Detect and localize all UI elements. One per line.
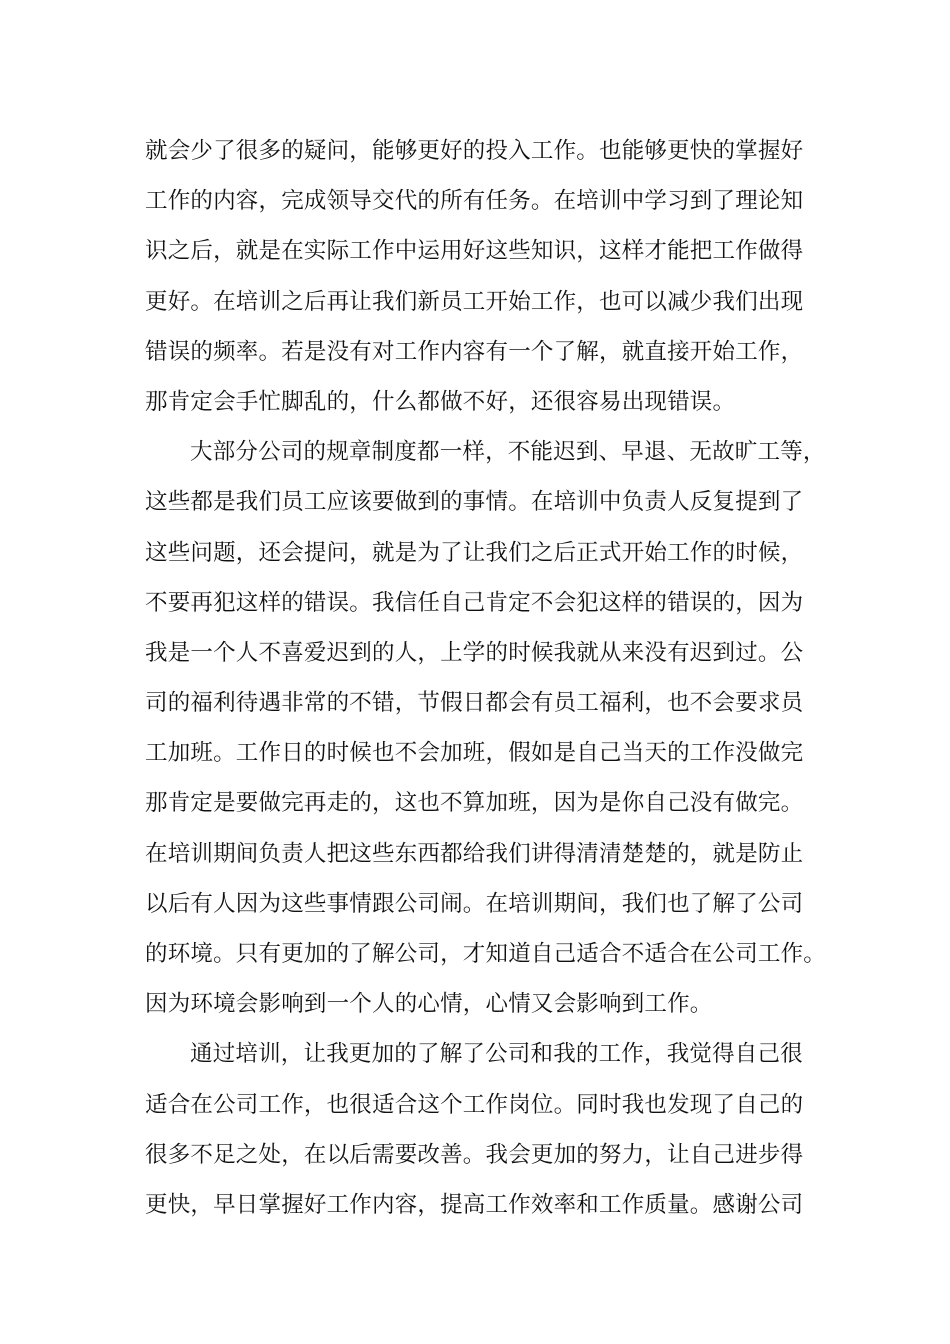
- paragraph-start-line: 大部分公司的规章制度都一样，不能迟到、早退、无故旷工等，: [190, 439, 826, 466]
- paragraph-start-line: 通过培训，让我更加的了解了公司和我的工作，我觉得自己很: [190, 1041, 803, 1068]
- text-line: 工加班。工作日的时候也不会加班，假如是自己当天的工作没做完: [145, 740, 804, 767]
- text-line: 在培训期间负责人把这些东西都给我们讲得清清楚楚的，就是防止: [145, 840, 804, 867]
- text-line: 因为环境会影响到一个人的心情，心情又会影响到工作。: [145, 991, 713, 1018]
- text-line: 适合在公司工作，也很适合这个工作岗位。同时我也发现了自己的: [145, 1091, 804, 1118]
- text-line: 错误的频率。若是没有对工作内容有一个了解，就直接开始工作，: [145, 338, 804, 365]
- text-line: 这些都是我们员工应该要做到的事情。在培训中负责人反复提到了: [145, 489, 804, 516]
- text-line: 更好。在培训之后再让我们新员工开始工作，也可以减少我们出现: [145, 288, 804, 315]
- text-line: 的环境。只有更加的了解公司，才知道自己适合不适合在公司工作。: [145, 941, 827, 967]
- text-line: 这些问题，还会提问，就是为了让我们之后正式开始工作的时候，: [145, 539, 804, 566]
- text-line: 司的福利待遇非常的不错，节假日都会有员工福利，也不会要求员: [145, 690, 804, 717]
- text-line: 那肯定会手忙脚乱的，什么都做不好，还很容易出现错误。: [145, 388, 736, 415]
- text-line: 识之后，就是在实际工作中运用好这些知识，这样才能把工作做得: [145, 238, 804, 265]
- text-line: 以后有人因为这些事情跟公司闹。在培训期间，我们也了解了公司: [145, 890, 804, 917]
- body-text: [145, 126, 825, 1230]
- text-line: 就会少了很多的疑问，能够更好的投入工作。也能够更快的掌握好: [145, 138, 804, 164]
- text-line: 不要再犯这样的错误。我信任自己肯定不会犯这样的错误的，因为: [145, 589, 804, 616]
- text-line: 更快，早日掌握好工作内容，提高工作效率和工作质量。感谢公司: [145, 1191, 804, 1218]
- text-line: 工作的内容，完成领导交代的所有任务。在培训中学习到了理论知: [145, 188, 804, 215]
- text-line: 那肯定是要做完再走的，这也不算加班，因为是你自己没有做完。: [145, 790, 804, 817]
- text-line: 我是一个人不喜爱迟到的人，上学的时候我就从来没有迟到过。公: [145, 639, 804, 666]
- text-line: 很多不足之处，在以后需要改善。我会更加的努力，让自己进步得: [145, 1141, 804, 1168]
